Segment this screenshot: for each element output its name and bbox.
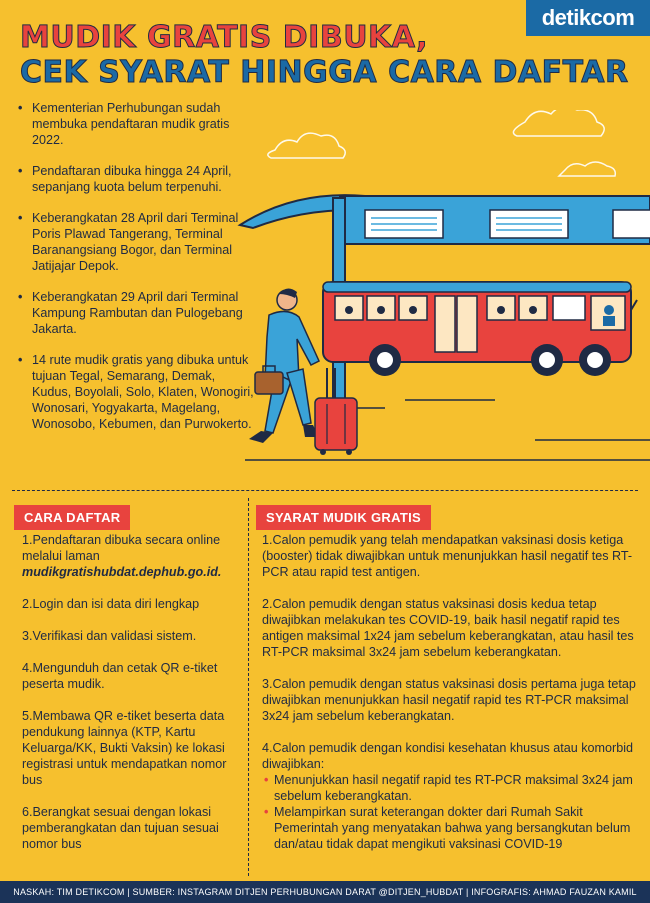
step-item: 6.Berangkat sesuai dengan lokasi pemberangkatan dan tujuan sesuai nomor bus [22,805,219,851]
intro-item: • Kementerian Perhubungan sudah membuka pendaftaran mudik gratis 2022. [16,100,256,148]
syarat-heading: SYARAT MUDIK GRATIS [256,505,431,530]
intro-list [16,100,256,447]
title-line-1: MUDIK GRATIS DIBUKA, [20,20,428,55]
registration-url: mudikgratishubdat.dephub.go.id. [22,565,222,579]
cloud-icon [513,110,615,176]
step-item: 4.Mengunduh dan cetak QR e-tiket peserta mudik. [22,661,218,691]
step-item: 2.Login dan isi data diri lengkap [22,597,200,611]
requirement-subitem: • Menunjukkan hasil negatif rapid tes RT-PCR maksimal 3x24 jam sebelum keberangkatan. [262,772,642,804]
column-divider [248,498,249,876]
intro-item: • Keberangkatan 29 April dari Terminal Kampung Rambutan dan Pulogebang Jakarta. [16,289,256,337]
requirement-item [262,740,642,852]
step-item: 5.Membawa QR e-tiket beserta data pendukung lainnya (KTP, Kartu Keluarga/KK, Bukti Vaksin) ke lokasi registrasi untuk mendapatkan nomor bus [22,709,227,787]
requirement-item: 1.Calon pemudik yang telah mendapatkan vaksinasi dosis ketiga (booster) tidak diwajibkan untuk menunjukkan hasil negatif tes RT-PCR atau rapid test antigen. [262,533,633,579]
requirement-item: 3.Calon pemudik dengan status vaksinasi dosis pertama juga tetap diwajibkan menunjukkan hasil negatif rapid tes RT-PCR maksimal 3x24 jam sebelum keberangkatan. [262,677,636,723]
intro-item: • Keberangkatan 28 April dari Terminal Poris Plawad Tangerang, Terminal Baranangsiang Bogor, dan Terminal Jatijajar Depok. [16,210,256,274]
intro-item: • 14 rute mudik gratis yang dibuka untuk tujuan Tegal, Semarang, Demak, Kudus, Boyolali, Solo, Klaten, Wonogiri, Wonosari, Yogyakarta, Magelang, Wonosobo, Kebumen, dan Purwokerto. [16,352,256,432]
step-item: 3.Verifikasi dan validasi sistem. [22,629,197,643]
requirement-item: 2.Calon pemudik dengan status vaksinasi dosis kedua tetap diwajibkan melakukan tes COVID-19, baik hasil negatif rapid tes antigen maksimal 1x24 jam sebelum keberangkatan, atau hasil tes RT-PCR maksimal 3x24 jam sebelum keberangkatan. [262,597,634,659]
section-divider [12,490,638,491]
intro-item: • Pendaftaran dibuka hingga 24 April, sepanjang kuota belum terpenuhi. [16,163,256,195]
bus-terminal-illustration [235,110,650,480]
requirement-sublist [262,772,642,852]
cara-daftar-heading: CARA DAFTAR [14,505,130,530]
bus-icon [323,282,637,376]
title-line-2: CEK SYARAT HINGGA CARA DAFTAR [20,55,629,90]
brand-logo: detikcom [526,0,650,36]
credits-footer: NASKAH: TIM DETIKCOM | SUMBER: INSTAGRAM DITJEN PERHUBUNGAN DARAT @DITJEN_HUBDAT | INFOGRAFIS: AHMAD FAUZAN KAMIL [0,881,650,903]
step-item [22,532,244,580]
cloud-icon [268,133,345,158]
step-text: 1.Pendaftaran dibuka secara online melalui laman [22,533,221,563]
syarat-list [262,532,642,868]
requirement-subitem: • Melampirkan surat keterangan dokter dari Rumah Sakit Pemerintah yang menyatakan bahwa yang bersangkutan belum dan/atau tidak dapat mengikuti vaksinasi COVID-19 [262,804,642,852]
cara-daftar-steps [22,532,244,868]
requirement-text: 4.Calon pemudik dengan kondisi kesehatan khusus atau komorbid diwajibkan: [262,741,634,771]
